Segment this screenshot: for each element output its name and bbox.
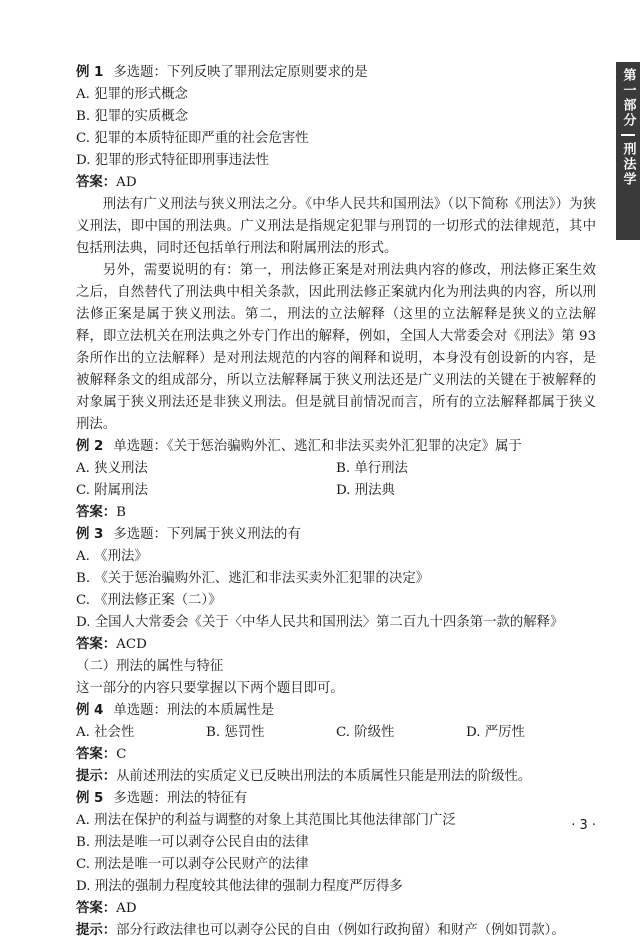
example-3-option-c: C. 《刑法修正案（二）》	[76, 593, 222, 608]
example-3-answer	[76, 634, 596, 656]
example-4-label: 例 4	[76, 703, 104, 718]
example-4-answer-value: C	[116, 747, 127, 762]
example-3-label: 例 3	[76, 527, 104, 542]
example-1-option-c: C. 犯罪的本质特征即严重的社会危害性	[76, 131, 309, 146]
example-1-question-text: 多选题：下列反映了罪刑法定原则要求的是	[113, 65, 368, 80]
example-5-option-d: D. 刑法的强制力程度较其他法律的强制力程度严厉得多	[76, 879, 403, 894]
example-4-options-row	[76, 722, 596, 744]
answer-label: 答案：	[76, 175, 117, 190]
example-3-option-b: B. 《关于惩治骗购外汇、逃汇和非法买卖外汇犯罪的决定》	[76, 571, 430, 586]
example-2-options-row-1	[76, 458, 596, 480]
example-4-answer	[76, 744, 596, 766]
page-number: · 3 ·	[571, 818, 596, 833]
body-paragraph-2: 另外，需要说明的有：第一，刑法修正案是对刑法典内容的修改，刑法修正案生效之后，自然替代了刑法典中相关条款，因此刑法修正案就内化为刑法典的内容，所以刑法修正案是属于狭义刑法。第二，刑法的立法解释（这里的立法解释是狭义的立法解释，即立法机关在刑法典之外专门作出的解释，例如，全国人大常委会对《刑法》第 93 条所作出的立法解释）是对刑法规范的内容的阐释和说明，本身没有创设新的内容，是被解释条文的组成部分，所以立法解释属于狭义刑法还是广义刑法的关键在于被解释的对象属于狭义刑法还是非狭义刑法。但是就目前情况而言，所有的立法解释都属于狭义刑法。	[76, 263, 596, 432]
example-1-answer-value: AD	[116, 175, 137, 190]
example-2-question-text: 单选题：《关于惩治骗购外汇、逃汇和非法买卖外汇犯罪的决定》属于	[113, 439, 522, 454]
example-4-option-b: B. 惩罚性	[206, 725, 265, 740]
example-5-answer-value: AD	[116, 901, 137, 916]
example-2-question	[76, 436, 596, 458]
side-tab-subject-label: 刑法学	[620, 142, 636, 187]
example-4-hint	[76, 766, 596, 788]
example-5-option-b: B. 刑法是唯一可以剥夺公民自由的法律	[76, 835, 309, 850]
side-tab-part-label: 第一部分	[620, 68, 636, 128]
example-3-option-a: A. 《刑法》	[76, 549, 148, 564]
example-5-label: 例 5	[76, 791, 104, 806]
hint-label: 提示：	[76, 923, 117, 938]
body-paragraph-1: 刑法有广义刑法与狭义刑法之分。《中华人民共和国刑法》（以下简称《刑法》）为狭义刑法，即中国的刑法典。广义刑法是指规定犯罪与刑罚的一切形式的法律规范，其中包括刑法典，同时还包括单行刑法和附属刑法的形式。	[76, 197, 596, 256]
example-4-hint-text: 从前述刑法的实质定义已反映出刑法的本质属性只能是刑法的阶级性。	[116, 769, 532, 784]
example-5-answer	[76, 898, 596, 920]
page-content	[76, 62, 596, 942]
example-2-options-row-2	[76, 480, 596, 502]
section-side-tab	[616, 62, 640, 240]
example-4-option-d: D. 严厉性	[466, 725, 525, 740]
example-5-question	[76, 788, 596, 810]
example-2-option-b: B. 单行刑法	[336, 461, 408, 476]
example-2-label: 例 2	[76, 439, 104, 454]
section-heading: （二）刑法的属性与特征	[76, 659, 224, 674]
answer-label: 答案：	[76, 747, 117, 762]
example-2-option-c: C. 附属刑法	[76, 483, 148, 498]
example-3-question	[76, 524, 596, 546]
example-5-hint	[76, 920, 596, 942]
example-2-answer	[76, 502, 596, 524]
example-1-option-b: B. 犯罪的实质概念	[76, 109, 189, 124]
example-3-answer-value: ACD	[116, 637, 147, 652]
example-1-label: 例 1	[76, 65, 104, 80]
example-4-question	[76, 700, 596, 722]
example-1-option-d: D. 犯罪的形式特征即刑事违法性	[76, 153, 269, 168]
example-3-option-d: D. 全国人大常委会《关于〈中华人民共和国刑法〉第二百九十四条第一款的解释》	[76, 615, 564, 630]
example-1-question	[76, 62, 596, 84]
example-5-option-c: C. 刑法是唯一可以剥夺公民财产的法律	[76, 857, 309, 872]
hint-label: 提示：	[76, 769, 117, 784]
example-5-question-text: 多选题：刑法的特征有	[113, 791, 248, 806]
example-4-question-text: 单选题：刑法的本质属性是	[113, 703, 275, 718]
example-4-option-a: A. 社会性	[76, 725, 135, 740]
section-intro: 这一部分的内容只要掌握以下两个题目即可。	[76, 681, 344, 696]
example-5-hint-text: 部分行政法律也可以剥夺公民的自由（例如行政拘留）和财产（例如罚款）。	[116, 923, 565, 938]
example-3-question-text: 多选题：下列属于狭义刑法的有	[113, 527, 301, 542]
answer-label: 答案：	[76, 637, 117, 652]
side-tab-divider	[621, 134, 635, 136]
example-1-option-a: A. 犯罪的形式概念	[76, 87, 188, 102]
example-2-option-a: A. 狭义刑法	[76, 461, 148, 476]
example-2-answer-value: B	[116, 505, 127, 520]
example-5-option-a: A. 刑法在保护的利益与调整的对象上其范围比其他法律部门广泛	[76, 813, 456, 828]
answer-label: 答案：	[76, 901, 117, 916]
example-2-option-d: D. 刑法典	[336, 483, 395, 498]
example-4-option-c: C. 阶级性	[336, 725, 395, 740]
example-1-answer	[76, 172, 596, 194]
answer-label: 答案：	[76, 505, 117, 520]
